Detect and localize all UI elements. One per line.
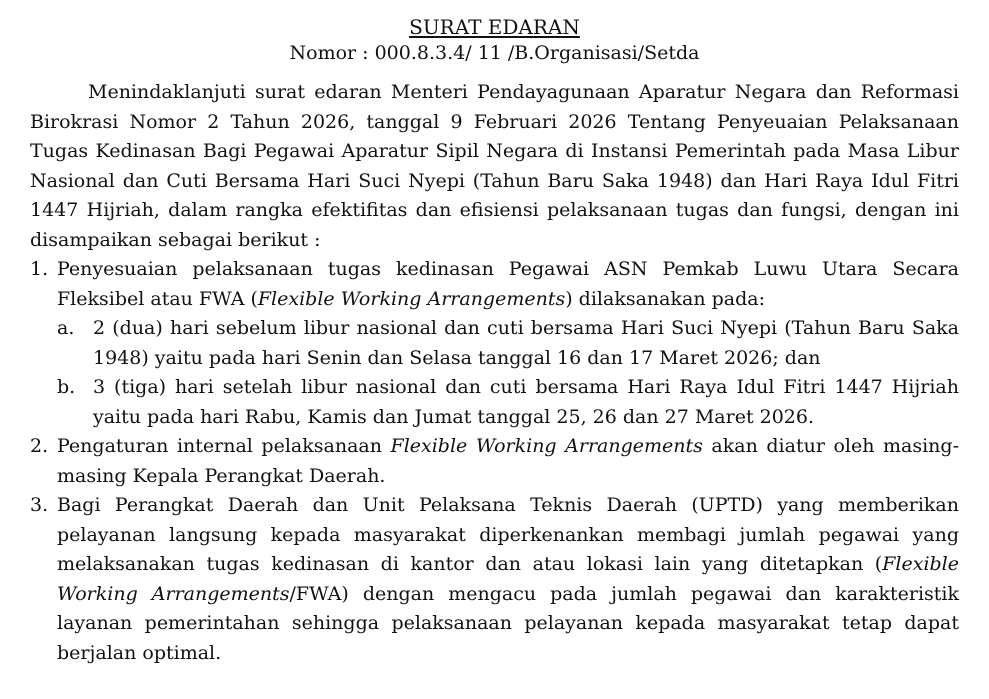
- list-item-italic: Flexible Working Arrangements: [57, 553, 959, 605]
- list-number: 2.: [30, 435, 49, 457]
- list-item-2: [30, 432, 959, 491]
- sub-item-letter: b.: [57, 376, 76, 398]
- list-item-1: [30, 255, 959, 432]
- list-item-text: ) dilaksanakan pada:: [565, 287, 765, 310]
- sub-item-letter: a.: [57, 317, 75, 339]
- list-item-text: Penyesuaian pelaksanaan tugas kedinasan Pegawai ASN Pemkab Luwu Utara Secara Fleksibel atau FWA (: [57, 258, 959, 310]
- list-item-italic: Flexible Working Arrangements: [390, 435, 703, 457]
- list-item-italic: Flexible Working Arrangements: [257, 287, 566, 310]
- list-item-3: [30, 491, 959, 668]
- sub-list: [57, 314, 959, 432]
- intro-paragraph: Menindaklanjuti surat edaran Menteri Pendayagunaan Aparatur Negara dan Reformasi Birokrasi Nomor 2 Tahun 2026, tanggal 9 Februari 2026 Tentang Penyeuaian Pelaksanaan Tugas Kedinasan Bagi Pegawai Aparatur Sipil Negara di Instansi Pemerintah pada Masa Libur Nasional dan Cuti Bersama Hari Suci Nyepi (Tahun Baru Saka 1948) dan Hari Raya Idul Fitri 1447 Hijriah, dalam rangka efektifitas dan efisiensi pelaksanaan tugas dan fungsi, dengan ini disampaikan sebagai berikut :: [30, 81, 959, 251]
- sub-item-b: [57, 373, 959, 432]
- list-number: 3.: [30, 494, 49, 516]
- document-title: SURAT EDARAN: [409, 15, 580, 39]
- sub-item-text: 2 (dua) hari sebelum libur nasional dan cuti bersama Hari Suci Nyepi (Tahun Baru Saka 1948) yaitu pada hari Senin dan Selasa tanggal 16 dan 17 Maret 2026; dan: [93, 317, 959, 369]
- list-number: 1.: [30, 258, 49, 280]
- document-number: Nomor : 000.8.3.4/ 11 /B.Organisasi/Setda: [289, 42, 700, 64]
- list-item-text: /FWA) dengan mengacu pada jumlah pegawai dan karakteristik layanan pemerintahan sehingga pelaksanaan pelayanan kepada masyarakat tetap dapat berjalan optimal.: [57, 582, 960, 664]
- list-item-text: Bagi Perangkat Daerah dan Unit Pelaksana Teknis Daerah (UPTD) yang memberikan pelayanan langsung kepada masyarakat diperkenankan membagi jumlah pegawai yang melaksanakan tugas kedinasan di kantor dan atau lokasi lain yang ditetapkan (: [57, 494, 959, 575]
- instruction-list: [30, 255, 959, 668]
- sub-item-text: 3 (tiga) hari setelah libur nasional dan cuti bersama Hari Raya Idul Fitri 1447 Hijriah yaitu pada hari Rabu, Kamis dan Jumat tanggal 25, 26 dan 27 Maret 2026.: [93, 376, 959, 428]
- list-item-text: akan diatur oleh masing-masing Kepala Perangkat Daerah.: [57, 435, 959, 487]
- sub-item-a: [57, 314, 959, 373]
- list-item-text: Pengaturan internal pelaksanaan: [57, 435, 391, 457]
